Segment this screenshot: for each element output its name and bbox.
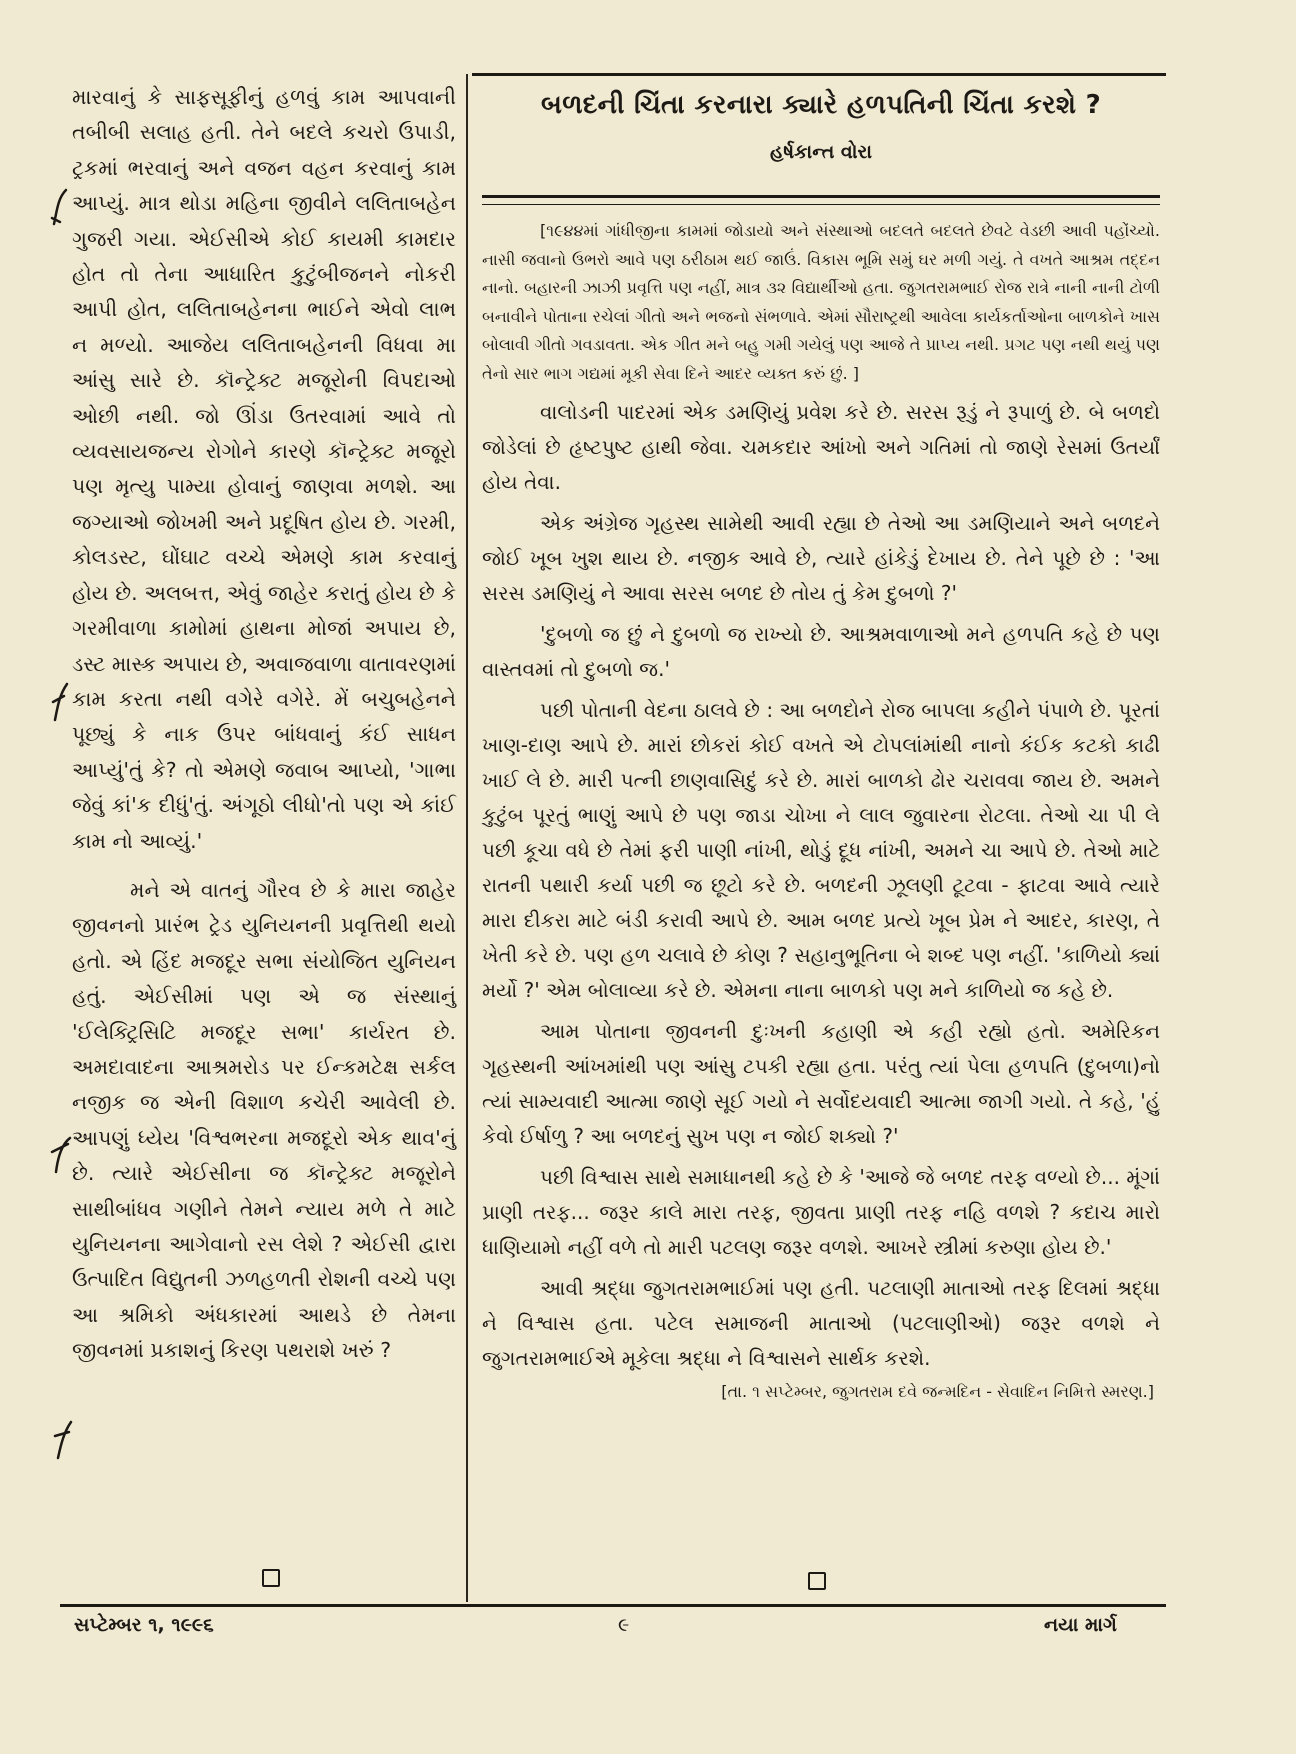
- article-column: [482, 80, 1160, 1402]
- margin-tick-mark-icon: [48, 188, 70, 228]
- margin-tick-mark-icon: [50, 682, 72, 722]
- page-number: ૯: [618, 1614, 630, 1636]
- article-paragraph-7: આવી શ્રદ્ધા જુગતરામભાઈમાં પણ હતી. પટલાણી માતાઓ તરફ દિલમાં શ્રદ્ધા ને વિશ્વાસ હતા. પટેલ સમાજની માતાઓ (પટલાણીઓ) જરૂર વળશે ને જુગતરામભાઈએ મૂકેલા શ્રદ્ધા ને વિશ્વાસને સાર્થક કરશે.: [482, 1275, 1160, 1370]
- article-signoff: [તા. ૧ સપ્ટેમ્બર, જુગતરામ દવે જન્મદિન - સેવાદિન નિમિત્તે સ્મરણ.]: [721, 1381, 1154, 1401]
- margin-tick-mark-icon: [50, 1134, 72, 1174]
- end-of-article-box-icon: [808, 1572, 826, 1590]
- article-paragraph-2: એક અંગ્રેજ ગૃહસ્થ સામેથી આવી રહ્યા છે તેઓ આ ડમણિયાને અને બળદને જોઈ ખૂબ ખુશ થાય છે. નજીક આવે છે, ત્યારે હાંકેડું દેખાય છે. તેને પૂછે છે : 'આ સરસ ડમણિયું ને આવા સરસ બળદ છે તોય તું કેમ દુબળો ?': [482, 510, 1160, 605]
- column-divider: [466, 74, 468, 1602]
- article-paragraph-4: પછી પોતાની વેદના ઠાલવે છે : આ બળદોને રોજ બાપલા કહીને પંપાળે છે. પૂરતાં ખાણ-દાણ આપે છે. મારાં છોકરાં કોઈ વખતે એ ટોપલાંમાંથી નાનો કંઈક કટકો કાઢી ખાઈ લે છે. મારી પત્ની છાણવાસિદું કરે છે. મારાં બાળકો ઢોર ચરાવવા જાય છે. અમને કુટુંબ પૂરતું ભાણું આપે છે પણ જાડા ચોખા ને લાલ જુવારના રોટલા. તેઓ ચા પી લે પછી કૂચા વધે છે તેમાં ફરી પાણી નાંખી, થોડું દૂધ નાંખી, અમને ચા આપે છે. તેઓ માટે રાતની પથારી કર્યા પછી જ છૂટો કરે છે. બળદની ઝૂલણી ટૂટવા - ફાટવા આવે ત્યારે મારા દીકરા માટે બંડી કરાવી આપે છે. આમ બળદ પ્રત્યે ખૂબ પ્રેમ ને આદર, કારણ, તે ખેતી કરે છે. પણ હળ ચલાવે છે કોણ ? સહાનુભૂતિના બે શબ્દ પણ નહીં. 'કાળિયો ક્યાં મર્યો ?' એમ બોલાવ્યા કરે છે. એમના નાના બાળકો પણ મને કાળિયો જ કહે છે.: [482, 697, 1160, 1002]
- left-paragraph-2: મને એ વાતનું ગૌરવ છે કે મારા જાહેર જીવનનો પ્રારંભ ટ્રેડ યુનિયનની પ્રવૃત્તિથી થયો હતો. એ હિંદ મજદૂર સભા સંયોજિત યુનિયન હતું. એઈસીમાં પણ એ જ સંસ્થાનું 'ઈલેક્ટ્રિસિટિ મજદૂર સભા' કાર્યરત છે. અમદાવાદના આશ્રમરોડ પર ઈન્કમટેક્ષ સર્કલ નજીક જ એની વિશાળ કચેરી આવેલી છે. આપણું ધ્યેય 'વિશ્વભરના મજદૂરો એક થાવ'નું છે. ત્યારે એઈસીના જ કૉન્ટ્રેક્ટ મજૂરોને સાથીબાંધવ ગણીને તેમને ન્યાય મળે તે માટે યુનિયનના આગેવાનો રસ લેશે ? એઈસી દ્વારા ઉત્પાદિત વિદ્યુતની ઝળહળતી રોશની વચ્ચે પણ આ શ્રમિકો અંધકારમાં આથડે છે તેમના જીવનમાં પ્રકાશનું કિરણ પથરાશે ખરું ?: [72, 877, 456, 1363]
- article-intro: [૧૯૪૪માં ગાંધીજીના કામમાં જોડાયો અને સંસ્થાઓ બદલતે બદલતે છેવટે વેડછી આવી પહોંચ્યો. નાસી જવાનો ઉભરો આવે પણ ઠરીઠામ થઈ જાઉં. વિકાસ ભૂમિ સમું ઘર મળી ગયું. તે વખતે આશ્રમ તદ્દન નાનો. બહારની ઝાઝી પ્રવૃત્તિ પણ નહીં, માત્ર ૩૨ વિદ્યાર્થીઓ હતા. જુગતરામભાઈ રોજ રાત્રે નાની નાની ટોળી બનાવીને પોતાના રચેલાં ગીતો અને ભજનો સંભળાવે. એમાં સૌરાષ્ટ્રથી આવેલા કાર્યકર્તાઓના બાળકોને ખાસ બોલાવી ગીતો ગવડાવતા. એક ગીત મને બહુ ગમી ગયેલું પણ આજે તે પ્રાપ્ય નથી. પ્રગટ પણ નથી થયું પણ તેનો સાર ભાગ ગદ્યમાં મૂકી સેવા દિને આદર વ્યક્ત કરું છું. ]: [482, 221, 1160, 383]
- journal-name: નયા માર્ગ: [1044, 1614, 1117, 1636]
- article-title: બળદની ચિંતા કરનારા ક્યારે હળપતિની ચિંતા કરશે ?: [541, 90, 1101, 120]
- left-column: [72, 80, 456, 1369]
- footer-date: સપ્ટેમ્બર ૧, ૧૯૯૬: [74, 1614, 214, 1636]
- title-rule: [482, 195, 1160, 205]
- footer-rule: [60, 1604, 1166, 1607]
- end-of-article-box-icon: [262, 1569, 280, 1587]
- article-paragraph-6: પછી વિશ્વાસ સાથે સમાધાનથી કહે છે કે 'આજે જે બળદ તરફ વળ્યો છે... મૂંગાં પ્રાણી તરફ... જરૂર કાલે મારા તરફ, જીવતા પ્રાણી તરફ નહિ વળશે ? કદાચ મારો ધાણિયામો નહીં વળે તો મારી પટલણ જરૂર વળશે. આખરે સ્ત્રીમાં કરુણા હોય છે.': [482, 1164, 1160, 1259]
- left-paragraph-1: મારવાનું કે સાફસૂફીનું હળવું કામ આપવાની તબીબી સલાહ હતી. તેને બદલે કચરો ઉપાડી, ટ્રકમાં ભરવાનું અને વજન વહન કરવાનું કામ આપ્યું. માત્ર થોડા મહિના જીવીને લલિતાબહેન ગુજરી ગયા. એઈસીએ કોઈ કાયમી કામદાર હોત તો તેના આધારિત કુટુંબીજનને નોકરી આપી હોત, લલિતાબહેનના ભાઈને એવો લાભ ન મળ્યો. આજેય લલિતાબહેનની વિધવા મા આંસુ સારે છે. કૉન્ટ્રેક્ટ મજૂરોની વિપદાઓ ઓછી નથી. જો ઊંડા ઉતરવામાં આવે તો વ્યવસાયજન્ય રોગોને કારણે કૉન્ટ્રેક્ટ મજૂરો પણ મૃત્યુ પામ્યા હોવાનું જાણવા મળશે. આ જગ્યાઓ જોખમી અને પ્રદૂષિત હોય છે. ગરમી, કોલડસ્ટ, ઘોંઘાટ વચ્ચે એમણે કામ કરવાનું હોય છે. અલબત્ત, એવું જાહેર કરાતું હોય છે કે ગરમીવાળા કામોમાં હાથના મોજાં અપાય છે, ડસ્ટ માસ્ક અપાય છે, અવાજવાળા વાતાવરણમાં કામ કરતા નથી વગેરે વગેરે. મેં બચુબહેનને પૂછ્યું કે નાક ઉપર બાંધવાનું કંઈ સાધન આપ્યું'તું કે? તો એમણે જવાબ આપ્યો, 'ગાભા જેવું કાં'ક દીધું'તું. અંગૂઠો લીધો'તો પણ એ કાંઈ કામ નો આવ્યું.': [72, 85, 456, 853]
- article-paragraph-5: આમ પોતાના જીવનની દુઃખની કહાણી એ કહી રહ્યો હતો. અમેરિકન ગૃહસ્થની આંખમાંથી પણ આંસુ ટપકી રહ્યા હતા. પરંતુ ત્યાં પેલા હળપતિ (દુબળા)નો ત્યાં સામ્યવાદી આત્મા જાણે સૂઈ ગયો ને સર્વોદયવાદી આત્મા જાગી ગયો. તે કહે, 'હું કેવો ઈર્ષાળુ ? આ બળદનું સુખ પણ ન જોઈ શક્યો ?': [482, 1018, 1160, 1148]
- article-paragraph-1: વાલોડની પાદરમાં એક ડમણિયું પ્રવેશ કરે છે. સરસ રૂડું ને રૂપાળું છે. બે બળદો જોડેલાં છે હૃષ્ટપુષ્ટ હાથી જેવા. ચમકદાર આંખો અને ગતિમાં તો જાણે રેસમાં ઉતર્યાં હોય તેવા.: [482, 399, 1160, 494]
- header-rule: [472, 73, 1166, 76]
- article-paragraph-3: 'દુબળો જ છું ને દુબળો જ રાખ્યો છે. આશ્રમવાળાઓ મને હળપતિ કહે છે પણ વાસ્તવમાં તો દુબળો જ.': [482, 621, 1160, 681]
- margin-tick-mark-icon: [52, 1420, 74, 1460]
- article-author: હર્ષકાન્ત વોરા: [770, 141, 872, 163]
